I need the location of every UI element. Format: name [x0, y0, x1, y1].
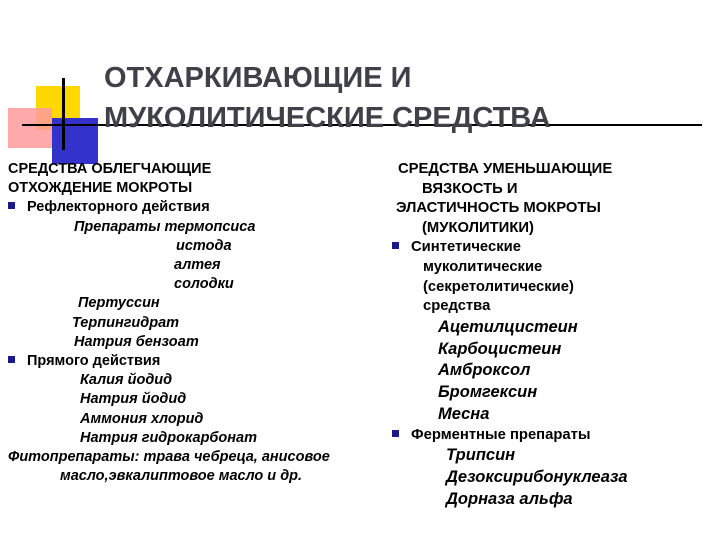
reflex-label: Рефлекторного действия [27, 199, 210, 216]
reflex-item [8, 198, 398, 217]
right-column [392, 160, 712, 511]
mesna-text: Месна [438, 404, 490, 423]
right-heading-line-2: ВЯЗКОСТЬ И [422, 180, 518, 197]
direct-label: Прямого действия [27, 353, 161, 370]
enzyme-item [392, 426, 712, 446]
bullet-icon [8, 356, 15, 363]
left-heading-line-2: ОТХОЖДЕНИЕ МОКРОТЫ [8, 180, 193, 197]
right-heading-line-1: СРЕДСТВА УМЕНЬШАЮЩИЕ [398, 161, 613, 177]
acetylcysteine-text: Ацетилцистеин [438, 317, 578, 336]
title-line-2: МУКОЛИТИЧЕСКИЕ СРЕДСТВА [104, 102, 551, 134]
synthetic-item [392, 238, 712, 258]
ammonium-chloride-text: Аммония хлорид [80, 410, 204, 427]
dornase-text: Дорназа альфа [446, 489, 573, 508]
synthetic-line-1: Синтетические [411, 239, 521, 256]
preparations-label: Препараты термопсиса [74, 218, 256, 235]
phyto-line-1: Фитопрепараты: трава чебреца, анисовое [8, 449, 330, 466]
natrium-iodide-text: Натрия йодид [80, 391, 187, 408]
solodka-text: солодки [174, 276, 234, 293]
phyto-line-2: масло,эвкалиптовое масло и др. [60, 468, 303, 485]
right-heading-line-4: (МУКОЛИТИКИ) [422, 219, 534, 236]
direct-item [8, 352, 398, 371]
natrium-benzoate-text: Натрия бензоат [74, 333, 199, 350]
ambroxol-text: Амброксол [438, 361, 531, 380]
synthetic-line-4: средства [423, 298, 491, 315]
slide-title [104, 58, 704, 138]
red-square-decoration [8, 108, 52, 148]
carbocysteine-text: Карбоцистеин [438, 339, 562, 358]
synthetic-line-2: муколитические [423, 258, 543, 275]
pertussin-text: Пертуссин [78, 295, 160, 312]
bullet-icon [392, 242, 399, 249]
enzyme-label: Ферментные препараты [411, 426, 591, 443]
title-line-1: ОТХАРКИВАЮЩИЕ И [104, 62, 412, 94]
left-heading-line-1: СРЕДСТВА ОБЛЕГЧАЮЩИЕ [8, 161, 212, 177]
left-column [8, 160, 398, 486]
altea-text: алтея [174, 257, 221, 274]
kalium-iodide-text: Калия йодид [80, 372, 173, 389]
dnase-text: Дезоксирибонуклеаза [446, 468, 628, 487]
bromhexine-text: Бромгексин [438, 383, 538, 402]
natrium-bicarbonate-text: Натрия гидрокарбонат [80, 429, 257, 446]
terpingidrat-text: Терпингидрат [72, 314, 180, 331]
vertical-line-decoration [62, 78, 65, 150]
istoda-text: истода [176, 237, 232, 254]
bullet-icon [392, 430, 399, 437]
trypsin-text: Трипсин [446, 446, 516, 465]
bullet-icon [8, 202, 15, 209]
right-heading-line-3: ЭЛАСТИЧНОСТЬ МОКРОТЫ [396, 200, 601, 217]
synthetic-line-3: (секретолитические) [423, 278, 574, 295]
